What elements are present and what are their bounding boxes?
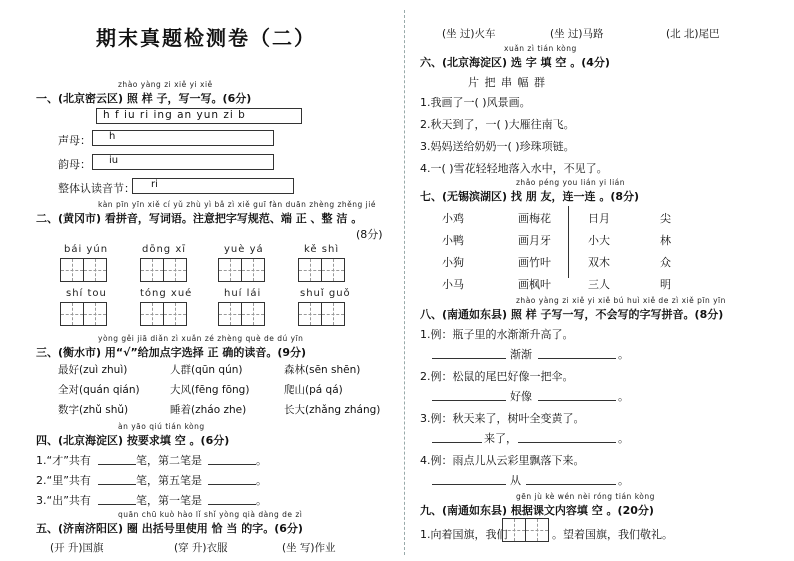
s6-heading: 六、(北京海淀区) 选 字 填 空 。(4分) [420,56,610,69]
s8-end-2: 。 [618,390,629,403]
s3-heading: 三、(衡水市) 用“√”给加点字选择 正 确的读音。(9分) [36,346,307,359]
s5-heading: 五、(济南济阳区) 圈 出括号里使用 恰 当 的字。(6分) [36,522,303,535]
s4-line-3-blank-1[interactable] [98,492,136,505]
s4-line-3-blank-2[interactable] [208,492,256,505]
s8-word-1: 渐渐 [510,348,532,361]
s1-row3-label: 整体认读音节： [58,182,135,195]
s1-row1-box[interactable] [92,130,274,146]
s8-heading: 八、(南通如东县) 照 样 子写一写，不会写的字写拼音。(8分) [420,308,724,321]
s9-line-1-grid[interactable] [502,518,549,542]
s7-col1-3[interactable]: 小狗 [442,256,464,269]
s9-heading: 九、(南通如东县) 根据课文内容填 空 。(20分) [420,504,654,517]
s1-letters: h f iu ri ing an yun zi b [103,109,246,121]
s2-word-6-pinyin: tóng xué [140,288,193,299]
s3-item-2[interactable]: 人群(qūn qún) [170,364,243,376]
s3-item-1[interactable]: 最好(zuì zhuì) [58,364,128,376]
s3-pinyin: yòng gěi jiā diǎn zì xuǎn zé zhèng què de dú yīn [98,334,304,343]
s8-end-1: 。 [618,348,629,361]
s3-item-9[interactable]: 长大(zhǎng zháng) [284,404,381,416]
s8-blank-2b[interactable] [538,388,616,401]
s2-word-1-pinyin: bái yún [64,244,109,255]
s4-line-2-b: 笔，第五笔是 [136,474,202,487]
s7-col3-4[interactable]: 三人 [588,278,610,291]
s3-item-6[interactable]: 爬山(pá qá) [284,384,343,396]
s1-row1-value: h [109,131,116,142]
s4-line-3-b: 笔，第一笔是 [136,494,202,507]
s7-pinyin: zhǎo péng you lián yi lián [516,178,626,187]
left-column [36,14,398,554]
s8-blank-2a[interactable] [432,388,506,401]
s3-item-3[interactable]: 森林(sēn shēn) [284,364,361,376]
s9-line-1-a: 1.向着国旗，我们 [420,528,508,541]
s7-col2-4[interactable]: 画枫叶 [518,278,551,291]
s5-item-1[interactable]: (开 升)国旗 [50,542,104,554]
s6-line-4[interactable]: 4.一( )雪花轻轻地落入水中，不见了。 [420,162,608,175]
s3-item-7[interactable]: 数字(zhǔ shǔ) [58,404,129,416]
s3-item-4[interactable]: 全对(quán qián) [58,384,140,396]
s2-word-8-grid[interactable] [298,302,345,326]
s8-end-3: 。 [618,432,629,445]
s1-row1-label: 声母： [58,134,91,147]
s8-word-3: 来了， [484,432,517,445]
s9-line-1-b: 。望着国旗，我们敬礼。 [552,528,673,541]
s7-col1-2[interactable]: 小鸭 [442,234,464,247]
s2-word-6-grid[interactable] [140,302,187,326]
s7-col3-3[interactable]: 双木 [588,256,610,269]
s1-row2-box[interactable] [92,154,274,170]
s1-pinyin: zhào yàng zi xiě yi xiě [118,80,213,89]
s7-col3-1[interactable]: 日月 [588,212,610,225]
s4-line-1-blank-2[interactable] [208,452,256,465]
s1-letters-box [96,108,302,124]
s7-col2-1[interactable]: 画梅花 [518,212,551,225]
s9-pinyin: gēn jù kè wén nèi róng tián kòng [516,492,655,501]
s6-line-2[interactable]: 2.秋天到了，一( )大雁往南飞。 [420,118,575,131]
s8-pinyin: zhào yàng zi xiě yi xiě bú huì xiě de zì xiě pīn yīn [516,296,726,305]
s2-word-2-pinyin: dōng xī [142,244,187,255]
s5-item-5[interactable]: (坐 过)马路 [550,28,604,40]
s8-word-4: 从 [510,474,521,487]
s1-heading: 一、(北京密云区) 照 样 子，写一写。(6分) [36,92,252,105]
s4-line-3-end: 。 [256,494,267,507]
s4-line-2-blank-2[interactable] [208,472,256,485]
s2-pinyin: kàn pīn yīn xiě cí yǔ zhù yì bǎ zì xiě guī fàn duān zhèng zhěng jié [98,200,376,209]
s4-heading: 四、(北京海淀区) 按要求填 空 。(6分) [36,434,230,447]
s4-line-1-b: 笔，第二笔是 [136,454,202,467]
s2-word-1-grid[interactable] [60,258,107,282]
s7-col4-2[interactable]: 林 [660,234,671,247]
s7-col4-4[interactable]: 明 [660,278,671,291]
s2-word-3-pinyin: yuè yá [224,244,264,255]
s7-col3-2[interactable]: 小大 [588,234,610,247]
s4-line-2-end: 。 [256,474,267,487]
s2-word-7-grid[interactable] [218,302,265,326]
s1-row2-value: iu [109,155,119,166]
s8-blank-4a[interactable] [432,472,506,485]
s8-example-2: 2.例：松鼠的尾巴好像一把伞。 [420,370,574,383]
s8-blank-4b[interactable] [526,472,616,485]
s2-word-5-pinyin: shí tou [66,288,107,299]
s6-line-1[interactable]: 1.我画了一( )风景画。 [420,96,531,109]
s8-word-2: 好像 [510,390,532,403]
s8-example-4: 4.例：雨点儿从云彩里飘落下来。 [420,454,585,467]
s5-item-3[interactable]: (坐 写)作业 [282,542,336,554]
s5-item-4[interactable]: (坐 过)火车 [442,28,496,40]
s4-line-1-blank-1[interactable] [98,452,136,465]
s8-blank-3b[interactable] [518,430,616,443]
s4-line-1-a: 1.“才”共有 [36,454,91,467]
s4-line-1-end: 。 [256,454,267,467]
s4-line-3-a: 3.“出”共有 [36,494,91,507]
s2-heading: 二、(黄冈市) 看拼音，写词语。注意把字写规范、端 正 、整 洁 。 [36,212,363,225]
s8-example-1: 1.例：瓶子里的水渐渐升高了。 [420,328,574,341]
s7-col1-1[interactable]: 小鸡 [442,212,464,225]
s7-col4-1[interactable]: 尖 [660,212,671,225]
s4-line-2-blank-1[interactable] [98,472,136,485]
s7-col2-2[interactable]: 画月牙 [518,234,551,247]
column-divider [404,10,405,555]
s8-blank-3a[interactable] [432,430,482,443]
page-title: 期末真题检测卷（二） [96,26,316,50]
s1-row3-box[interactable] [132,178,294,194]
s4-pinyin: àn yāo qiú tián kòng [118,422,205,431]
s6-line-3[interactable]: 3.妈妈送给奶奶一( )珍珠项链。 [420,140,575,153]
s7-col1-4[interactable]: 小马 [442,278,464,291]
s8-blank-1a[interactable] [432,346,506,359]
s3-item-8[interactable]: 睡着(zháo zhe) [170,404,247,416]
s3-item-5[interactable]: 大风(fēng fōng) [170,384,250,396]
s7-divider [568,206,569,278]
s4-line-2-a: 2.“里”共有 [36,474,91,487]
s2-word-8-pinyin: shuǐ guǒ [300,288,351,299]
s2-score: (8分) [356,228,383,241]
s8-blank-1b[interactable] [538,346,616,359]
s6-char-options: 片 把 串 幅 群 [468,76,546,89]
s8-end-4: 。 [618,474,629,487]
s2-word-4-grid[interactable] [298,258,345,282]
s1-row3-value: ri [151,179,158,190]
s5-item-6[interactable]: (北 北)尾巴 [666,28,720,40]
s2-word-2-grid[interactable] [140,258,187,282]
s1-row2-label: 韵母： [58,158,91,171]
s2-word-4-pinyin: kě shì [304,244,340,255]
s2-word-3-grid[interactable] [218,258,265,282]
s5-item-2[interactable]: (穿 升)衣服 [174,542,228,554]
s7-col2-3[interactable]: 画竹叶 [518,256,551,269]
s8-example-3: 3.例：秋天来了，树叶全变黄了。 [420,412,585,425]
s7-col4-3[interactable]: 众 [660,256,671,269]
s2-word-5-grid[interactable] [60,302,107,326]
right-column [420,14,770,554]
s2-word-7-pinyin: huí lái [224,288,262,299]
s6-pinyin: xuǎn zì tián kòng [504,44,577,53]
s7-heading: 七、(无锡滨湖区) 找 朋 友，连一连 。(8分) [420,190,640,203]
s5-pinyin: quān chū kuò hào lǐ shǐ yòng qià dàng de zì [118,510,303,519]
